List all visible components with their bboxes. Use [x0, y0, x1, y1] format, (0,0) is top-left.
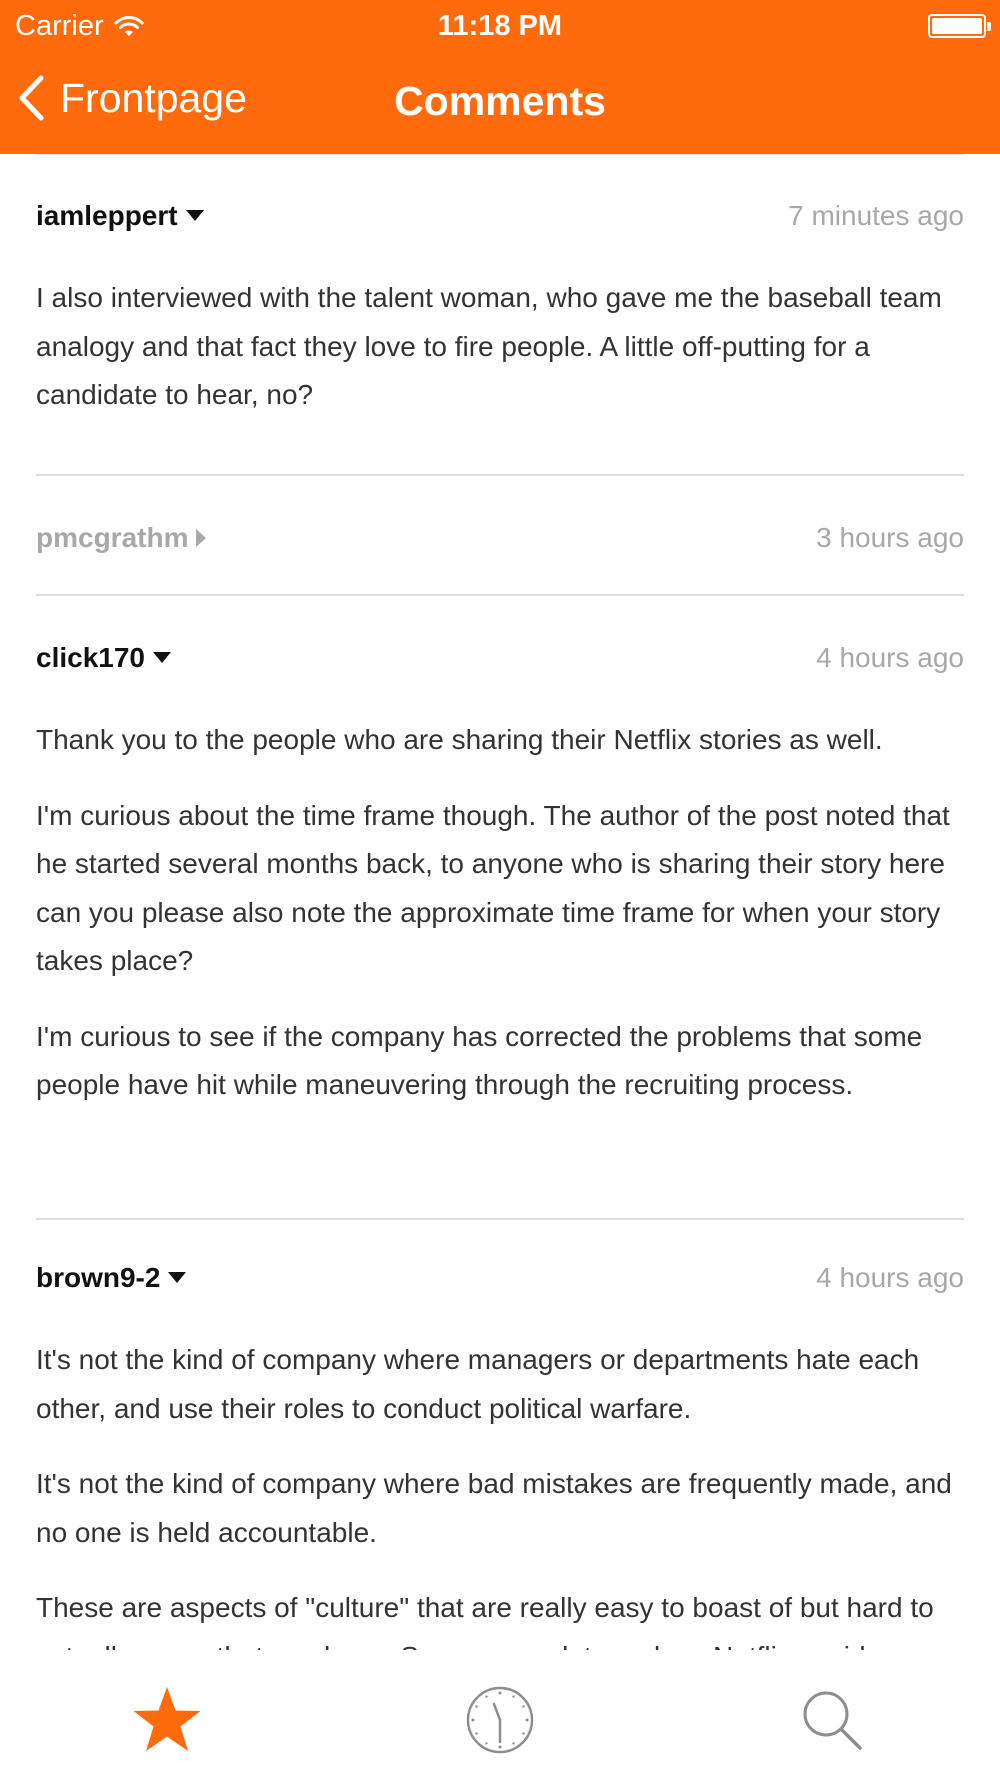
- comment-item: [36, 642, 964, 1137]
- comment-time: 7 minutes ago: [788, 200, 964, 231]
- tab-recent[interactable]: [460, 1680, 540, 1760]
- comment-item-collapsed: [36, 522, 964, 562]
- comment-author-toggle[interactable]: [36, 200, 204, 232]
- caret-down-icon: [168, 1272, 186, 1284]
- comment-time: 4 hours ago: [816, 1262, 964, 1293]
- comment-item: [36, 200, 964, 447]
- comment-meta: [36, 1262, 964, 1302]
- comment-paragraph: These are aspects of "culture" that are really easy to boast of but hard to: [36, 1592, 934, 1623]
- status-time: 11:18 PM: [437, 10, 563, 42]
- comment-author-toggle[interactable]: [36, 1262, 186, 1294]
- tab-search[interactable]: [792, 1680, 872, 1760]
- comment-meta: [36, 200, 964, 240]
- comment-body: [36, 1336, 964, 1681]
- comments-list[interactable]: [0, 154, 1000, 1650]
- page-title: Comments: [394, 78, 606, 124]
- comment-paragraph: It's not the kind of company where managers or departments hate each other, and use their roles to conduct political warfare.: [36, 1344, 920, 1424]
- divider: [36, 594, 964, 596]
- search-icon: [800, 1688, 864, 1752]
- comment-body: [36, 274, 964, 420]
- divider: [36, 1218, 964, 1220]
- comment-paragraph: Thank you to the people who are sharing their Netflix stories as well.: [36, 724, 883, 755]
- comment-paragraph: I'm curious to see if the company has corrected the problems that some people have hit while maneuvering through the recruiting process.: [36, 1020, 923, 1100]
- comment-body: [36, 716, 964, 1110]
- comment-time: 4 hours ago: [816, 642, 964, 673]
- battery-icon: [928, 14, 986, 38]
- navigation-bar: [0, 60, 1000, 144]
- comment-author-toggle[interactable]: [36, 522, 206, 554]
- comment-paragraph: I'm curious about the time frame though. The author of the post noted that he started several months back, to anyone who is sharing their story here can you please also note the approximate time frame for when your story takes place?: [36, 799, 950, 976]
- comment-author-toggle[interactable]: [36, 642, 171, 674]
- comment-paragraph: I also interviewed with the talent woman, who gave me the baseball team analogy and that fact they love to fire people. A little off-putting for a candidate to hear, no?: [36, 282, 942, 410]
- comment-time: 3 hours ago: [816, 522, 964, 553]
- status-bar: [0, 0, 1000, 50]
- comment-meta: [36, 642, 964, 682]
- comment-author: iamleppert: [36, 200, 178, 231]
- comment-meta: [36, 522, 964, 562]
- caret-down-icon: [153, 652, 171, 664]
- back-button-label: Frontpage: [60, 74, 247, 121]
- caret-right-icon: [196, 529, 206, 547]
- carrier-label: Carrier: [15, 10, 104, 42]
- tab-favorites[interactable]: [127, 1680, 207, 1760]
- divider: [36, 474, 964, 476]
- comment-item: [36, 1262, 964, 1708]
- comment-author: click170: [36, 642, 145, 673]
- caret-down-icon: [186, 210, 204, 222]
- comment-paragraph: It's not the kind of company where bad mistakes are frequently made, and no one is held accountable.: [36, 1468, 952, 1548]
- star-icon: [131, 1685, 203, 1755]
- clock-icon: [464, 1684, 536, 1756]
- divider: [36, 154, 964, 155]
- comment-author: brown9-2: [36, 1262, 161, 1293]
- header-bar: [0, 0, 1000, 154]
- comment-author: pmcgrathm: [36, 522, 189, 553]
- tab-bar: [0, 1650, 1000, 1778]
